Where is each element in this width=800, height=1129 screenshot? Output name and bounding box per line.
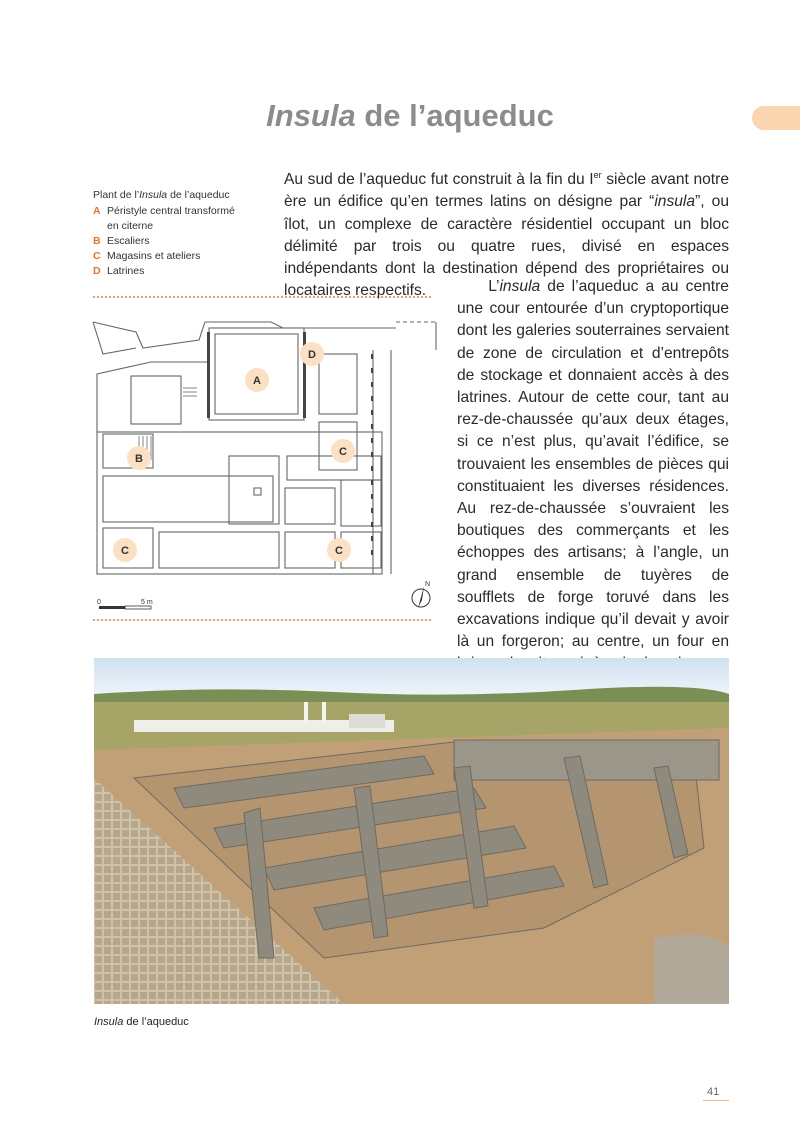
dotted-divider (93, 619, 431, 621)
plan-column (371, 382, 373, 387)
svg-text:N: N (425, 581, 431, 588)
page-number-rule (703, 1100, 729, 1101)
photo-caption-rest: de l’aqueduc (123, 1016, 189, 1028)
plan-column (371, 438, 373, 443)
plan-marker-c (327, 538, 351, 562)
legend-text: Péristyle central transformé (107, 205, 235, 217)
page-title-rest: de l’aqueduc (355, 98, 554, 133)
svg-text:0: 0 (97, 599, 101, 606)
plan-pillar (254, 488, 261, 495)
body-paragraph-2 (457, 276, 729, 676)
page-title (0, 98, 800, 134)
legend-text: Escaliers (107, 235, 150, 247)
plan-column (371, 536, 373, 541)
legend-letter: A (93, 205, 101, 217)
plan-caption-suffix: de l’aqueduc (167, 189, 230, 201)
text-run: ”, ou îlot, un complexe de caractère résidentiel occupant un bloc délimité par trois ou quatre rues, divisé en espaces indépendants dont la destination dépend des propriétaires ou locataires respectifs. (284, 193, 729, 300)
ordinal-superscript: er (593, 170, 602, 180)
room (103, 476, 273, 522)
plan-column (371, 354, 373, 359)
plan-marker-a (245, 368, 269, 392)
scale-bar (97, 599, 153, 609)
legend-letter: B (93, 235, 101, 247)
plan-wall (97, 362, 209, 432)
legend-letter: C (93, 250, 101, 262)
page-title-italic: Insula (266, 98, 356, 133)
colonnade (207, 332, 210, 418)
plan-column (371, 424, 373, 429)
room (159, 532, 279, 568)
photo-building (349, 714, 385, 728)
photo-caption-italic: Insula (94, 1016, 124, 1028)
photo-column (322, 702, 326, 724)
svg-text:C: C (335, 545, 343, 557)
plan-caption-italic: Insula (139, 189, 168, 201)
plan-column (371, 480, 373, 485)
plan-column (371, 452, 373, 457)
italic-term: insula (499, 278, 541, 295)
svg-text:B: B (135, 453, 143, 465)
legend-letter: D (93, 265, 101, 277)
room (341, 480, 381, 526)
text-run: L’ (488, 278, 500, 295)
legend-text: en citerne (107, 220, 154, 232)
room (319, 354, 357, 414)
plan-column (371, 466, 373, 471)
photo-column (304, 702, 308, 724)
text-run: de l’aqueduc a au centre une cour entourée d’un cryptoportique dont les galeries souterraines servaient de zone de circulation et d’entrepôts de stockage et donnaient accès à des latrines. Autour de cette cour, tant au rez-de-chaussée qu’aux deux étages, si ce n’est plus, qu’avait l’édifice, se trouvaient les ensembles de pièces qui constituaient les diverses résidences. Au rez-de-chaussée s’ouvraient les boutiques des commerçants et les échoppes des artisans; à l’angle, un grand ensemble de tuyères de soufflets de forge toruvé dans les excavations indique qu’il devait y avoir là un forgeron; au centre, un four en (457, 278, 729, 651)
plan-marker-b (127, 446, 151, 470)
plan-column (371, 508, 373, 513)
svg-text:C: C (339, 446, 347, 458)
plan-wall (93, 322, 396, 348)
page-number: 41 (707, 1086, 720, 1098)
plan-column (371, 410, 373, 415)
legend-letter (93, 219, 107, 234)
site-photo (94, 658, 729, 1004)
photo-rubble (654, 935, 729, 1004)
legend-text: Magasins et ateliers (107, 250, 201, 262)
text-run: siècle avant notre ère un édifice qu’en termes latins on désigne par “ (284, 171, 729, 211)
plan-column (371, 368, 373, 373)
plan-column (371, 494, 373, 499)
plan-marker-c (113, 538, 137, 562)
svg-text:5 m: 5 m (141, 599, 153, 606)
text-run: Au sud de l’aqueduc fut construit à la fin du I (284, 171, 594, 189)
plan-column (371, 396, 373, 401)
room (285, 488, 335, 524)
italic-term: insula (654, 193, 696, 211)
room (287, 456, 381, 480)
legend-text: Latrines (107, 265, 145, 277)
north-arrow-icon (412, 581, 430, 608)
plan-marker-d (300, 342, 324, 366)
svg-text:D: D (308, 349, 316, 361)
plan-caption-prefix: Plant de l’ (93, 189, 140, 201)
plan-column (371, 550, 373, 555)
plan-column (371, 522, 373, 527)
room (131, 376, 181, 424)
site-plan (91, 310, 439, 615)
svg-text:C: C (121, 545, 129, 557)
plan-marker-c (331, 439, 355, 463)
svg-text:A: A (253, 375, 261, 387)
photo-caption (94, 1016, 189, 1028)
